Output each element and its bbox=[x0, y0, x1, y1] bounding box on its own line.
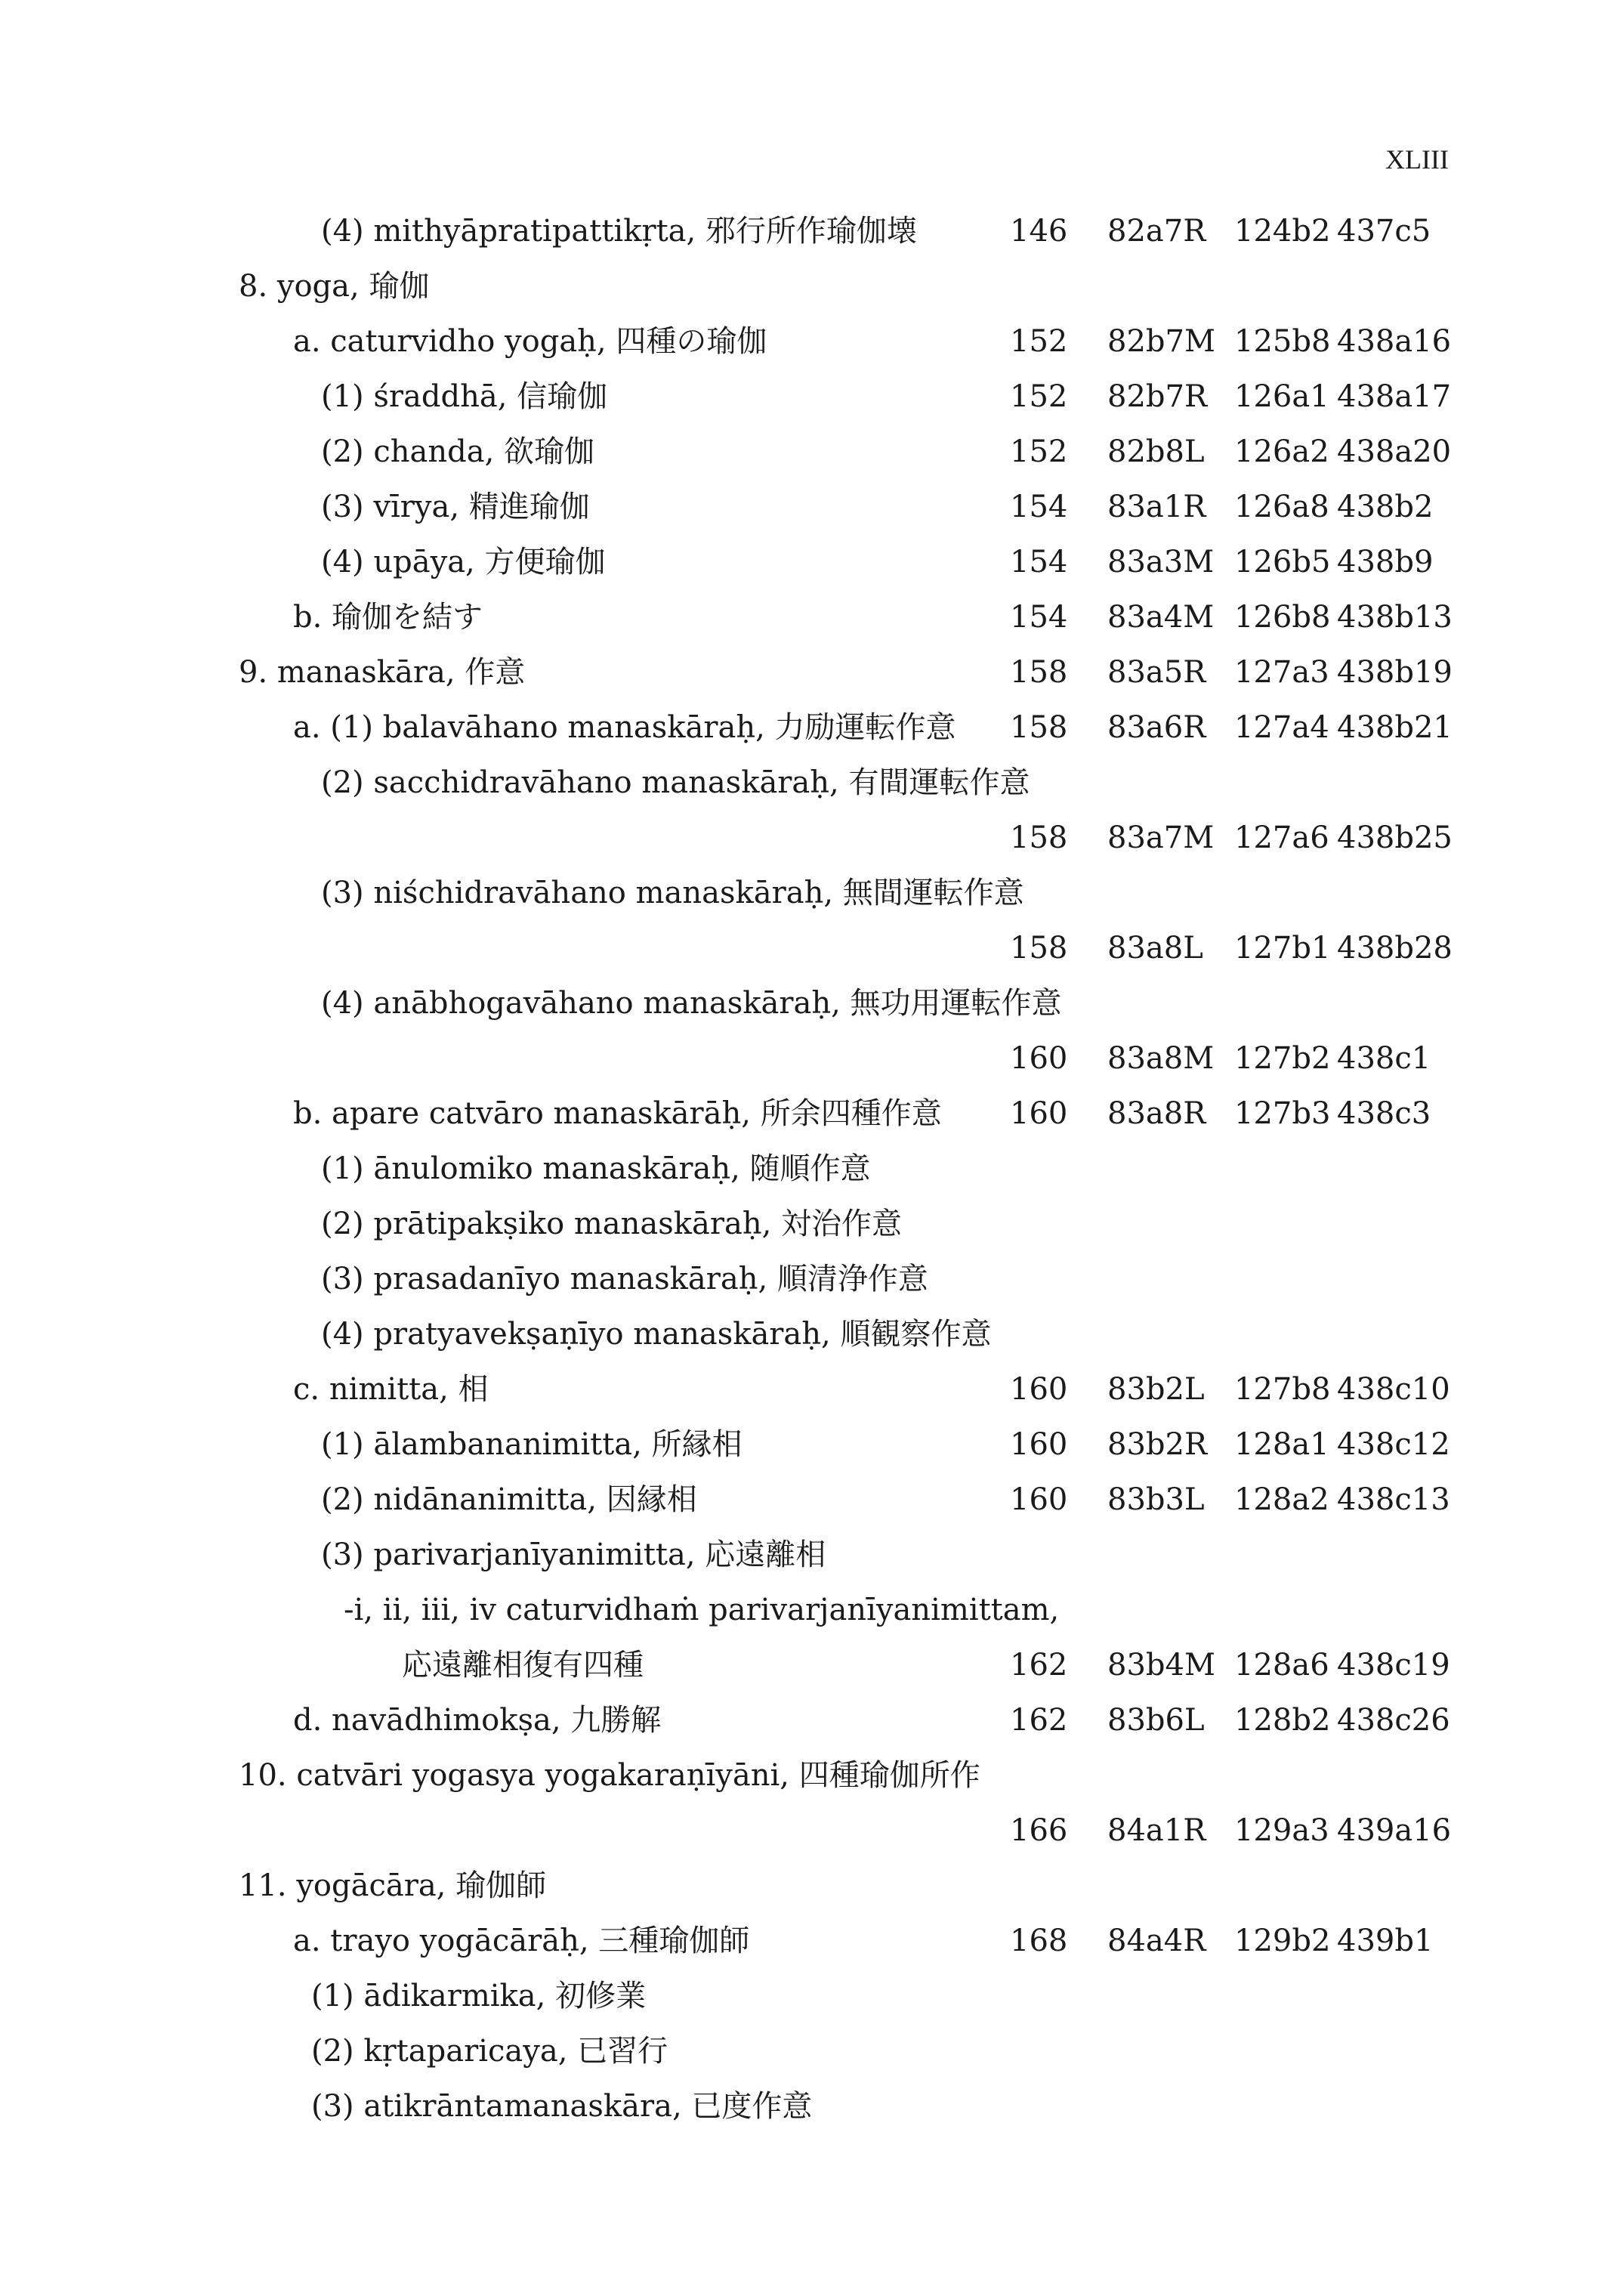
page-ref: 146 bbox=[1010, 214, 1068, 249]
folio-ref: 82b8L bbox=[1107, 434, 1205, 469]
entry-label: 8. yoga, 瑜伽 bbox=[239, 269, 430, 304]
entry-label: (2) sacchidravāhano manaskāraḥ, 有間運転作意 bbox=[321, 765, 1030, 800]
col-ref-a: 124b2 bbox=[1234, 214, 1331, 249]
folio-ref: 83b4M bbox=[1107, 1648, 1215, 1683]
col-ref-b: 438c12 bbox=[1337, 1427, 1450, 1462]
col-ref-b: 438a16 bbox=[1337, 324, 1452, 359]
col-ref-b: 437c5 bbox=[1337, 214, 1431, 249]
page-ref: 160 bbox=[1010, 1372, 1068, 1407]
folio-ref: 83a7M bbox=[1107, 820, 1215, 855]
page-ref: 160 bbox=[1010, 1041, 1068, 1076]
col-ref-b: 438c3 bbox=[1337, 1096, 1431, 1131]
folio-ref: 83b6L bbox=[1107, 1703, 1205, 1738]
page-ref: 154 bbox=[1010, 490, 1068, 524]
entry-label: (2) prātipakṣiko manaskāraḥ, 対治作意 bbox=[321, 1207, 903, 1241]
col-ref-a: 125b8 bbox=[1234, 324, 1331, 359]
folio-ref: 82b7M bbox=[1107, 324, 1215, 359]
page-ref: 160 bbox=[1010, 1427, 1068, 1462]
col-ref-a: 126a2 bbox=[1234, 434, 1329, 469]
col-ref-a: 129b2 bbox=[1234, 1924, 1331, 1958]
toc-row bbox=[0, 1307, 1624, 1362]
folio-ref: 83a3M bbox=[1107, 545, 1215, 579]
col-ref-a: 126a1 bbox=[1234, 379, 1329, 414]
col-ref-a: 127a3 bbox=[1234, 655, 1329, 690]
toc-row bbox=[0, 425, 1624, 480]
col-ref-b: 438c19 bbox=[1337, 1648, 1450, 1683]
folio-ref: 83a4M bbox=[1107, 600, 1215, 635]
toc-row bbox=[0, 1859, 1624, 1914]
entry-label: 応遠離相復有四種 bbox=[402, 1648, 644, 1683]
toc-row bbox=[0, 480, 1624, 535]
folio-ref: 83b2R bbox=[1107, 1427, 1208, 1462]
toc-row bbox=[0, 2079, 1624, 2134]
folio-ref: 83a8L bbox=[1107, 931, 1203, 966]
page-ref: 152 bbox=[1010, 434, 1068, 469]
entry-label: (4) upāya, 方便瑜伽 bbox=[321, 545, 606, 579]
entry-label: (2) nidānanimitta, 因縁相 bbox=[321, 1482, 697, 1517]
toc-row bbox=[0, 314, 1624, 369]
toc-row bbox=[0, 1362, 1624, 1417]
col-ref-a: 127b2 bbox=[1234, 1041, 1331, 1076]
entry-label: a. caturvidho yogaḥ, 四種の瑜伽 bbox=[293, 324, 767, 359]
col-ref-a: 126b5 bbox=[1234, 545, 1331, 579]
toc-row bbox=[0, 369, 1624, 425]
entry-label: 11. yogācāra, 瑜伽師 bbox=[239, 1868, 547, 1903]
folio-ref: 83a6R bbox=[1107, 710, 1206, 745]
page-ref: 158 bbox=[1010, 931, 1068, 966]
col-ref-a: 128a6 bbox=[1234, 1648, 1329, 1683]
col-ref-a: 128a2 bbox=[1234, 1482, 1329, 1517]
folio-ref: 83b2L bbox=[1107, 1372, 1205, 1407]
col-ref-b: 438b2 bbox=[1337, 490, 1434, 524]
page-ref: 162 bbox=[1010, 1648, 1068, 1683]
page-ref: 154 bbox=[1010, 600, 1068, 635]
toc-row bbox=[0, 535, 1624, 590]
page-ref: 160 bbox=[1010, 1096, 1068, 1131]
col-ref-a: 127b1 bbox=[1234, 931, 1331, 966]
page-ref: 152 bbox=[1010, 379, 1068, 414]
col-ref-b: 438b28 bbox=[1337, 931, 1453, 966]
toc-row bbox=[0, 645, 1624, 700]
toc-row bbox=[0, 204, 1624, 259]
entry-label: (2) kṛtaparicaya, 已習行 bbox=[311, 2034, 668, 2069]
page-ref: 162 bbox=[1010, 1703, 1068, 1738]
folio-ref: 84a1R bbox=[1107, 1813, 1206, 1848]
entry-label: c. nimitta, 相 bbox=[293, 1372, 489, 1407]
folio-ref: 83a5R bbox=[1107, 655, 1206, 690]
entry-label: b. apare catvāro manaskārāḥ, 所余四種作意 bbox=[293, 1096, 942, 1131]
col-ref-b: 439b1 bbox=[1337, 1924, 1434, 1958]
col-ref-a: 127b8 bbox=[1234, 1372, 1331, 1407]
col-ref-a: 126a8 bbox=[1234, 490, 1329, 524]
toc-row bbox=[0, 976, 1624, 1031]
toc-row bbox=[0, 1803, 1624, 1859]
entry-label: (3) parivarjanīyanimitta, 応遠離相 bbox=[321, 1537, 826, 1572]
entry-label: -i, ii, iii, iv caturvidhaṁ parivarjanīyanimittam, bbox=[344, 1593, 1060, 1627]
entry-label: 10. catvāri yogasya yogakaraṇīyāni, 四種瑜伽所作 bbox=[239, 1758, 980, 1793]
page-number: XLIII bbox=[1385, 144, 1449, 175]
entry-label: b. 瑜伽を結す bbox=[293, 600, 483, 635]
toc-row bbox=[0, 1197, 1624, 1252]
folio-ref: 83a8R bbox=[1107, 1096, 1206, 1131]
toc-row bbox=[0, 1031, 1624, 1086]
table-of-contents bbox=[0, 204, 1624, 2134]
page-ref: 160 bbox=[1010, 1482, 1068, 1517]
toc-row bbox=[0, 756, 1624, 811]
toc-row bbox=[0, 1969, 1624, 2024]
col-ref-b: 438b25 bbox=[1337, 820, 1453, 855]
page-ref: 152 bbox=[1010, 324, 1068, 359]
page-ref: 158 bbox=[1010, 820, 1068, 855]
entry-label: 9. manaskāra, 作意 bbox=[239, 655, 526, 690]
toc-row bbox=[0, 866, 1624, 921]
page-ref: 158 bbox=[1010, 655, 1068, 690]
folio-ref: 82a7R bbox=[1107, 214, 1206, 249]
folio-ref: 83a1R bbox=[1107, 490, 1206, 524]
toc-row bbox=[0, 1583, 1624, 1638]
folio-ref: 83b3L bbox=[1107, 1482, 1205, 1517]
entry-label: (4) mithyāpratipattikṛta, 邪行所作瑜伽壊 bbox=[321, 214, 917, 249]
entry-label: (4) anābhogavāhano manaskāraḥ, 無功用運転作意 bbox=[321, 986, 1062, 1021]
col-ref-a: 129a3 bbox=[1234, 1813, 1329, 1848]
entry-label: (3) prasadanīyo manaskāraḥ, 順清浄作意 bbox=[321, 1262, 928, 1296]
col-ref-b: 438b13 bbox=[1337, 600, 1453, 635]
col-ref-a: 128a1 bbox=[1234, 1427, 1329, 1462]
col-ref-b: 439a16 bbox=[1337, 1813, 1452, 1848]
entry-label: (3) vīrya, 精進瑜伽 bbox=[321, 490, 590, 524]
toc-row bbox=[0, 1252, 1624, 1307]
toc-row bbox=[0, 811, 1624, 866]
folio-ref: 84a4R bbox=[1107, 1924, 1206, 1958]
col-ref-b: 438c26 bbox=[1337, 1703, 1450, 1738]
col-ref-b: 438b19 bbox=[1337, 655, 1453, 690]
toc-row bbox=[0, 1748, 1624, 1803]
toc-row bbox=[0, 1142, 1624, 1197]
col-ref-a: 127a6 bbox=[1234, 820, 1329, 855]
entry-label: a. (1) balavāhano manaskāraḥ, 力励運転作意 bbox=[293, 710, 956, 745]
entry-label: (1) ālambananimitta, 所縁相 bbox=[321, 1427, 743, 1462]
toc-row bbox=[0, 1693, 1624, 1748]
col-ref-a: 127a4 bbox=[1234, 710, 1329, 745]
toc-row bbox=[0, 1914, 1624, 1969]
entry-label: (1) ānulomiko manaskāraḥ, 随順作意 bbox=[321, 1151, 871, 1186]
col-ref-b: 438b9 bbox=[1337, 545, 1434, 579]
entry-label: (1) ādikarmika, 初修業 bbox=[311, 1979, 647, 2013]
col-ref-b: 438b21 bbox=[1337, 710, 1453, 745]
col-ref-a: 128b2 bbox=[1234, 1703, 1331, 1738]
toc-row bbox=[0, 1528, 1624, 1583]
toc-row bbox=[0, 590, 1624, 645]
entry-label: a. trayo yogācārāḥ, 三種瑜伽師 bbox=[293, 1924, 750, 1958]
col-ref-b: 438a17 bbox=[1337, 379, 1452, 414]
page-ref: 158 bbox=[1010, 710, 1068, 745]
folio-ref: 83a8M bbox=[1107, 1041, 1215, 1076]
col-ref-a: 126b8 bbox=[1234, 600, 1331, 635]
col-ref-b: 438c13 bbox=[1337, 1482, 1450, 1517]
col-ref-b: 438c10 bbox=[1337, 1372, 1450, 1407]
entry-label: (1) śraddhā, 信瑜伽 bbox=[321, 379, 608, 414]
toc-row bbox=[0, 1472, 1624, 1528]
entry-label: (4) pratyavekṣaṇīyo manaskāraḥ, 順観察作意 bbox=[321, 1317, 992, 1352]
toc-row bbox=[0, 1086, 1624, 1142]
col-ref-b: 438c1 bbox=[1337, 1041, 1431, 1076]
page-ref: 154 bbox=[1010, 545, 1068, 579]
toc-row bbox=[0, 2024, 1624, 2079]
toc-row bbox=[0, 1638, 1624, 1693]
toc-row bbox=[0, 1417, 1624, 1472]
folio-ref: 82b7R bbox=[1107, 379, 1208, 414]
col-ref-b: 438a20 bbox=[1337, 434, 1452, 469]
toc-row bbox=[0, 259, 1624, 314]
entry-label: (3) niśchidravāhano manaskāraḥ, 無間運転作意 bbox=[321, 876, 1024, 910]
col-ref-a: 127b3 bbox=[1234, 1096, 1331, 1131]
entry-label: d. navādhimokṣa, 九勝解 bbox=[293, 1703, 662, 1738]
toc-row bbox=[0, 700, 1624, 756]
page-ref: 168 bbox=[1010, 1924, 1068, 1958]
entry-label: (2) chanda, 欲瑜伽 bbox=[321, 434, 595, 469]
entry-label: (3) atikrāntamanaskāra, 已度作意 bbox=[311, 2089, 813, 2124]
page-ref: 166 bbox=[1010, 1813, 1068, 1848]
toc-row bbox=[0, 921, 1624, 976]
